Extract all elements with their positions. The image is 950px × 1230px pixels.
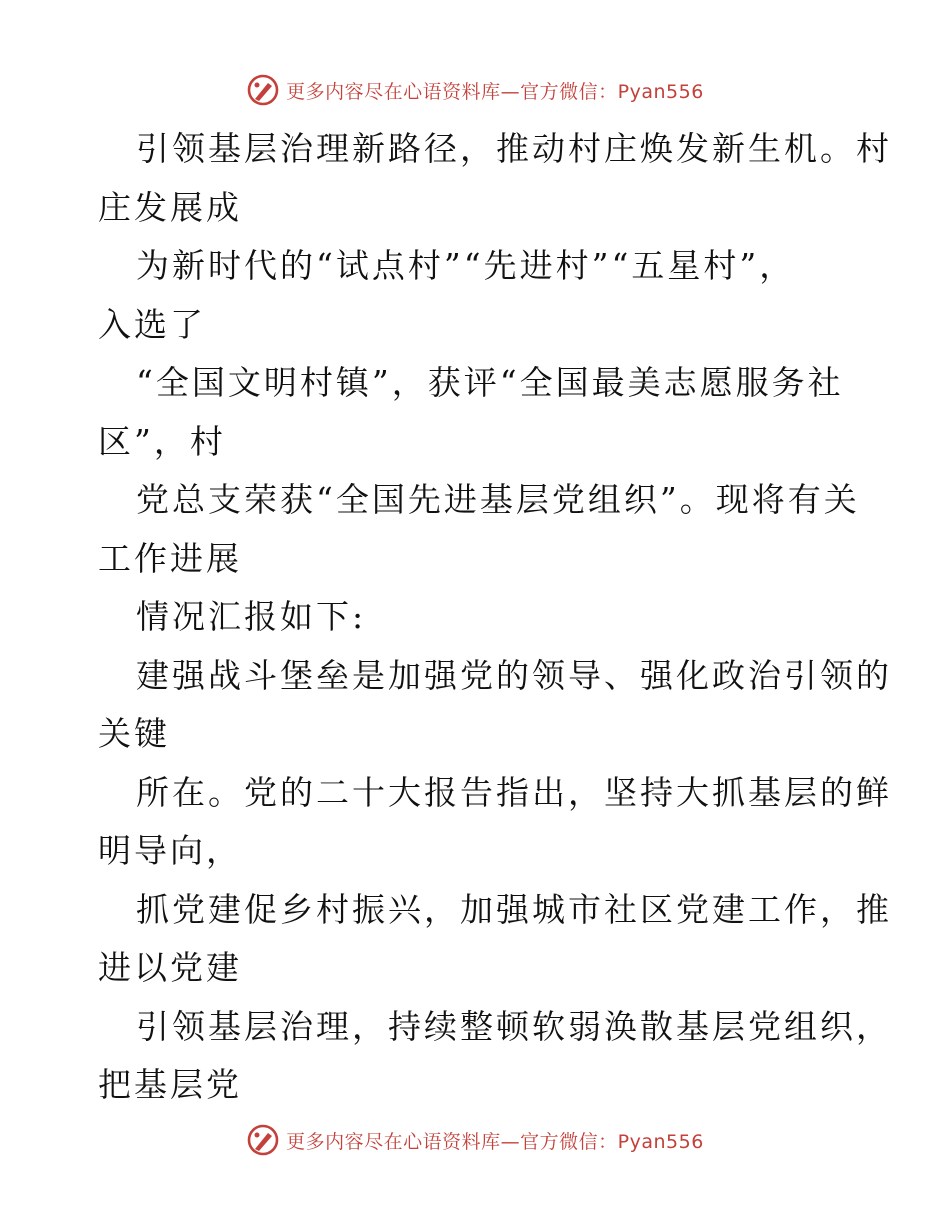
body-line: 建强战斗堡垒是加强党的领导、强化政治引领的 <box>136 655 892 695</box>
body-line: 所在。党的二十大报告指出，坚持大抓基层的鲜 <box>136 772 892 812</box>
body-line: 工作进展 <box>98 538 242 578</box>
header-banner <box>0 70 950 110</box>
header-banner-text: 更多内容尽在心语资料库—官方微信：Pyan556 <box>286 80 704 103</box>
body-line: 为新时代的“试点村”“先进村”“五星村”， <box>136 246 796 285</box>
pen-circle-logo-icon <box>246 73 280 107</box>
body-line: 引领基层治理，持续整顿软弱涣散基层党组织， <box>136 1006 892 1046</box>
footer-banner <box>0 1120 950 1160</box>
body-line: 把基层党 <box>98 1065 242 1104</box>
body-line: 关键 <box>98 714 170 753</box>
body-line: 进以党建 <box>98 948 242 987</box>
document-body <box>98 120 892 1115</box>
footer-banner-text: 更多内容尽在心语资料库—官方微信：Pyan556 <box>286 1130 704 1153</box>
body-line: 入选了 <box>98 304 206 344</box>
body-line: 引领基层治理新路径，推动村庄焕发新生机。村 <box>136 129 892 168</box>
body-line: 庄发展成 <box>98 187 242 227</box>
body-line: 党总支荣获“全国先进基层党组织”。现将有关 <box>136 480 860 519</box>
pen-circle-logo-icon <box>246 1123 280 1157</box>
body-line: “全国文明村镇”，获评“全国最美志愿服务社 <box>136 363 844 402</box>
body-line: 明导向， <box>98 831 242 870</box>
body-line: 区”，村 <box>98 421 226 461</box>
body-line: 情况汇报如下: <box>136 597 367 636</box>
body-line: 抓党建促乡村振兴，加强城市社区党建工作，推 <box>136 889 892 929</box>
